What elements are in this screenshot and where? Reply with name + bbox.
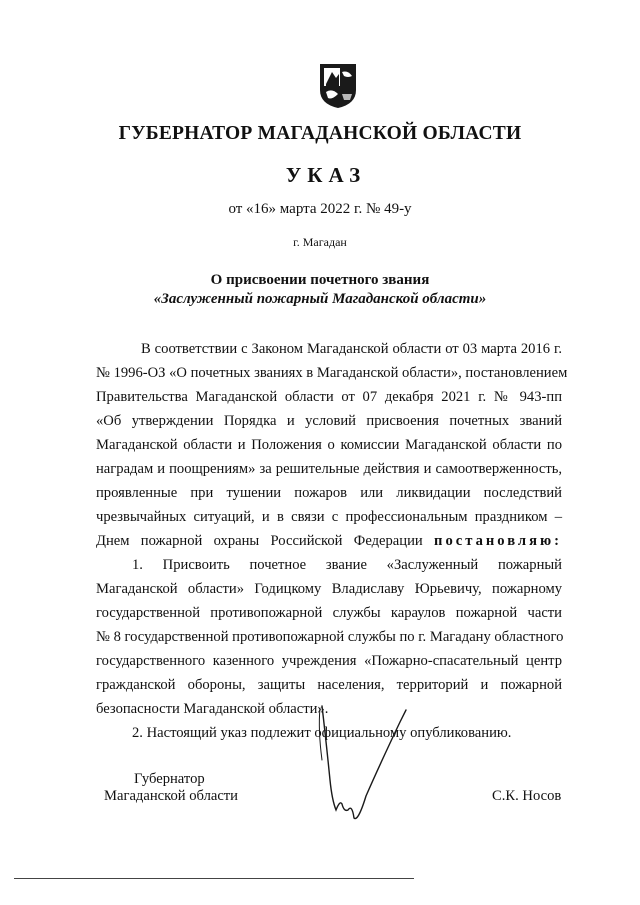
- body-line: проявленные при тушении пожаров или ликвидации последствий: [96, 485, 562, 501]
- body-line: «Об утверждении Порядка и условий присвоения почетных званий: [96, 413, 562, 429]
- signatory-title-line-1: Губернатор: [134, 771, 205, 787]
- coat-of-arms-icon: [318, 60, 358, 110]
- item-1-line: № 8 государственной противопожарной службы по г. Магадану областного: [96, 629, 564, 645]
- issuing-authority: ГУБЕРНАТОР МАГАДАНСКОЙ ОБЛАСТИ: [118, 123, 522, 144]
- body-line: № 1996-ОЗ «О почетных званиях в Магаданской области», постановлением: [96, 365, 568, 381]
- resolve-word: постановляю:: [434, 533, 562, 549]
- document-type: УКАЗ: [285, 163, 367, 187]
- handwritten-signature: [300, 700, 430, 830]
- subject-line-2: «Заслуженный пожарный Магаданской области»: [153, 291, 487, 307]
- item-1-line: Магаданской области» Годицкому Владиславу Юрьевичу, пожарному: [96, 581, 562, 597]
- item-2-line: 2. Настоящий указ подлежит официальному опубликованию.: [132, 725, 512, 741]
- body-line: чрезвычайных ситуаций, и в связи с профессиональным праздником –: [96, 509, 562, 525]
- item-1-line: государственной противопожарной службы караулов пожарной части: [96, 605, 562, 621]
- item-1-line: гражданской обороны, защиты населения, территорий и пожарной: [96, 677, 562, 693]
- signatory-title-line-2: Магаданской области: [104, 788, 238, 804]
- body-line: Правительства Магаданской области от 07 декабря 2021 г. № 943-пп: [96, 389, 562, 405]
- item-1-line: 1. Присвоить почетное звание «Заслуженный пожарный: [132, 557, 562, 573]
- body-line: наградам и поощрениям» за решительные действия и самоотверженность,: [96, 461, 562, 477]
- body-line-prefix: Днем пожарной охраны Российской Федерации: [96, 533, 423, 549]
- decree-body: [96, 337, 568, 745]
- body-line-resolve: [96, 529, 562, 553]
- subject-line-1: О присвоении почетного звания: [210, 272, 430, 288]
- item-1-line: безопасности Магаданской области».: [96, 701, 329, 717]
- body-line: Магаданской области и Положения о комиссии Магаданской области по: [96, 437, 562, 453]
- bottom-divider: [14, 878, 414, 879]
- body-line: В соответствии с Законом Магаданской области от 03 марта 2016 г.: [141, 341, 562, 357]
- item-1-line: государственного казенного учреждения «Пожарно-спасательный центр: [96, 653, 562, 669]
- signatory-name: С.К. Носов: [492, 788, 562, 804]
- document-city: г. Магадан: [293, 235, 347, 249]
- document-date-number: от «16» марта 2022 г. № 49-у: [228, 201, 412, 217]
